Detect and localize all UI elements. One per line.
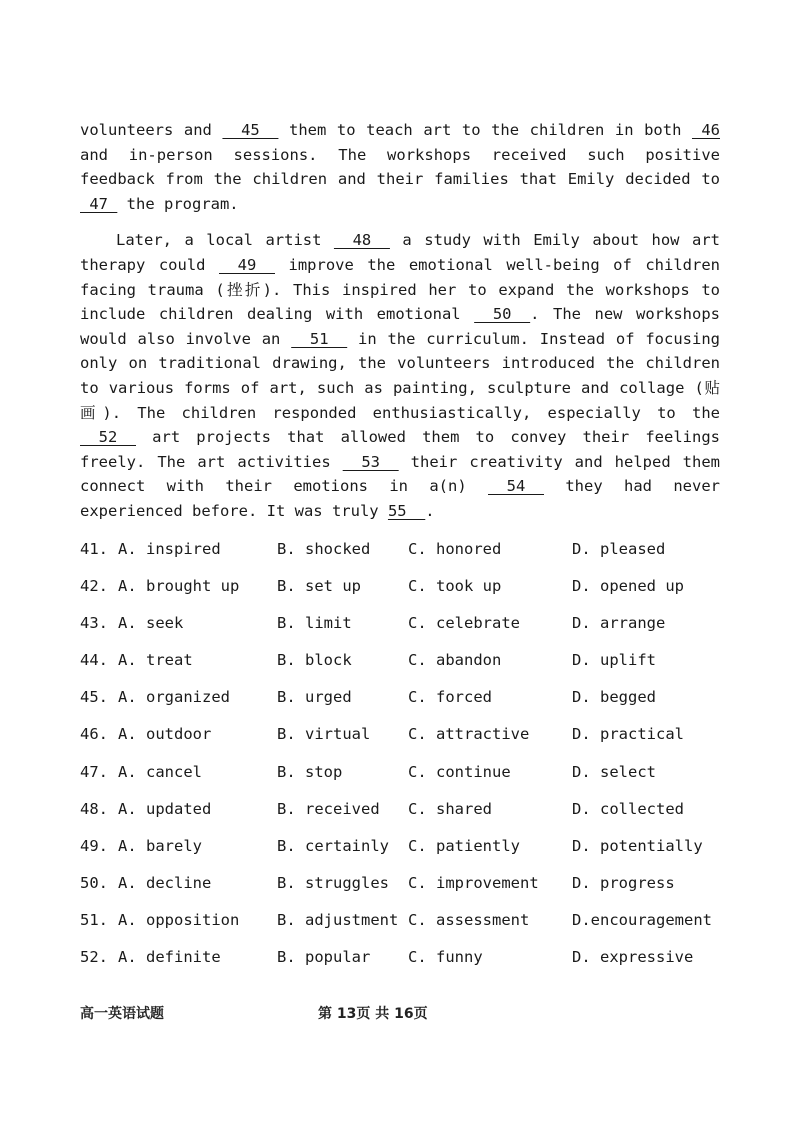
option-b: B. stop <box>277 762 343 781</box>
question-row <box>80 908 740 945</box>
paragraph-1 <box>80 118 720 216</box>
text: their creativity and helped them connect with their emotions in a(n) <box>80 452 720 496</box>
option-a: A. definite <box>118 948 221 967</box>
blank-51: 51 <box>291 329 348 348</box>
blank-52: 52 <box>80 428 136 447</box>
blank-54: 54 <box>488 477 544 496</box>
question-row <box>80 760 740 797</box>
text: them to teach art to the children in both <box>278 121 692 139</box>
option-a: A. updated <box>118 799 212 818</box>
option-d: D. pleased <box>572 540 666 558</box>
option-b: B. struggles <box>277 873 389 892</box>
option-c: C. continue <box>408 762 511 781</box>
blank-47: 47 <box>80 194 118 213</box>
passage <box>80 118 720 524</box>
option-d: D.encouragement <box>572 910 712 929</box>
blank-53: 53 <box>342 452 399 471</box>
option-a: A. decline <box>118 873 212 892</box>
option-c: C. attractive <box>408 725 530 744</box>
question-row <box>80 834 740 871</box>
option-a: A. outdoor <box>118 725 212 744</box>
option-d: D. expressive <box>572 948 694 967</box>
option-c: C. celebrate <box>408 614 520 633</box>
option-b: B. certainly <box>277 836 389 855</box>
option-c: C. forced <box>408 688 492 707</box>
blank-46: 46 <box>691 121 720 139</box>
option-d: D. arrange <box>572 614 666 633</box>
option-c: C. assessment <box>408 910 530 929</box>
text: the program. <box>117 194 239 213</box>
question-number: 50. <box>80 873 108 892</box>
question-number: 48. <box>80 799 108 818</box>
option-a: A. seek <box>118 614 184 633</box>
question-row <box>80 537 740 574</box>
option-b: B. urged <box>277 688 352 707</box>
blank-55: 55 <box>387 501 426 520</box>
option-a: A. opposition <box>118 910 240 929</box>
option-c: C. funny <box>408 948 483 967</box>
question-row <box>80 648 740 685</box>
option-c: C. abandon <box>408 651 502 670</box>
text: and in-person sessions. The workshops received such positive feedback from the children and their families that Emily decided to <box>80 145 720 189</box>
option-b: B. adjustment <box>277 910 399 929</box>
option-a: A. brought up <box>118 577 240 596</box>
text: . <box>425 501 435 520</box>
question-number: 43. <box>80 614 108 633</box>
option-a: A. cancel <box>118 762 202 781</box>
question-number: 52. <box>80 948 108 967</box>
question-row <box>80 945 740 982</box>
page-number: 第 13页 共 16页 <box>318 1006 428 1022</box>
option-b: B. block <box>277 651 352 670</box>
text: in the curriculum. Instead of focusing only on traditional drawing, the volunteers introduced the children to various forms of art, such as painting, sculpture and collage (贴画). The children responded enthusiastically, especially to the <box>80 329 720 422</box>
text: volunteers and <box>80 121 223 139</box>
option-c: C. took up <box>408 577 502 596</box>
option-b: B. set up <box>277 577 361 596</box>
option-d: D. potentially <box>572 836 703 855</box>
option-c: C. honored <box>408 540 502 558</box>
question-number: 45. <box>80 688 108 707</box>
text: . The new workshops would also involve an <box>80 305 720 348</box>
option-b: B. shocked <box>277 540 371 558</box>
option-c: C. patiently <box>408 836 520 855</box>
option-d: D. opened up <box>572 577 684 596</box>
option-a: A. treat <box>118 651 193 670</box>
option-d: D. collected <box>572 799 684 818</box>
text: improve the emotional well-being of children facing trauma (挫折). This inspired her to expand the workshops to include children dealing with emotional <box>80 255 720 324</box>
question-row <box>80 574 740 611</box>
option-d: D. uplift <box>572 651 656 670</box>
question-number: 47. <box>80 762 108 781</box>
question-number: 46. <box>80 725 108 744</box>
question-row <box>80 722 740 759</box>
option-a: A. inspired <box>118 540 221 558</box>
blank-48: 48 <box>333 231 390 250</box>
option-a: A. barely <box>118 836 202 855</box>
question-number: 44. <box>80 651 108 670</box>
question-row <box>80 797 740 834</box>
exam-subject-label: 高一英语试题 <box>80 1006 164 1022</box>
paragraph-2 <box>80 228 720 523</box>
text: a study with Emily about how art therapy could <box>80 231 720 274</box>
option-b: B. received <box>277 799 380 818</box>
option-b: B. limit <box>277 614 352 633</box>
option-c: C. improvement <box>408 873 539 892</box>
option-d: D. begged <box>572 688 656 707</box>
option-d: D. select <box>572 762 656 781</box>
option-b: B. popular <box>277 948 371 967</box>
page-footer <box>0 1003 800 1027</box>
question-number: 41. <box>80 540 108 558</box>
question-number: 49. <box>80 836 108 855</box>
question-row <box>80 871 740 908</box>
answer-options <box>80 537 740 982</box>
question-number: 42. <box>80 577 108 596</box>
text: Later, a local artist <box>116 231 334 250</box>
text: art projects that allowed them to convey their feelings freely. The art activities <box>80 428 720 471</box>
blank-49: 49 <box>219 255 275 274</box>
option-a: A. organized <box>118 688 230 707</box>
blank-45: 45 <box>222 121 279 139</box>
blank-50: 50 <box>474 305 531 324</box>
option-b: B. virtual <box>277 725 371 744</box>
question-row <box>80 685 740 722</box>
question-row <box>80 611 740 648</box>
text: they had never experienced before. It was truly <box>80 477 720 520</box>
option-d: D. practical <box>572 725 684 744</box>
option-d: D. progress <box>572 873 675 892</box>
question-number: 51. <box>80 910 108 929</box>
option-c: C. shared <box>408 799 492 818</box>
